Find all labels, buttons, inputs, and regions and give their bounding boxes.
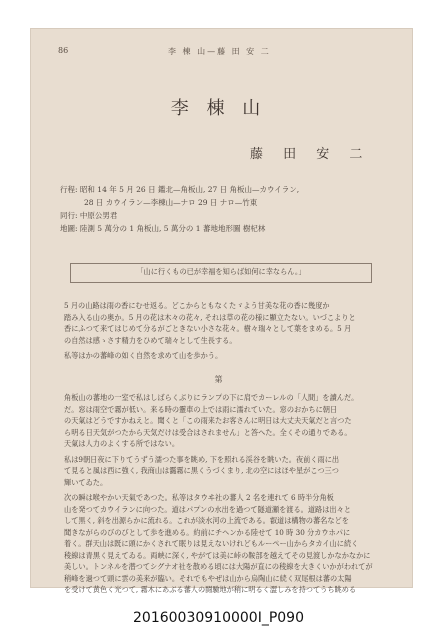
- paragraph: [56, 350, 381, 362]
- text-line: の自然は感ゝさす精力をひめて瑞々として生長する。: [64, 335, 237, 345]
- meta-line: 同行: 中原公男君: [60, 211, 118, 220]
- text-line: して黒く, 斜を出源らかに流れる。これが淡水河の上流である。叡道は構物の蕃名などを: [64, 516, 349, 525]
- trip-metadata: [60, 183, 390, 235]
- text-line: 次の瞬は喉やかい天氣であつた。私等はタウヰ社の蕃人 2 名を連れて 6 時半分角板: [64, 493, 334, 502]
- author-name: 藤 田 安 二: [250, 147, 371, 162]
- meta-line: 行程: 昭和 14 年 5 月 26 日 鑑北—角板山, 27 日 角板山—カウイラン,: [60, 185, 300, 194]
- text-line: 美しい。トンネルを潜つてシグナオ社を散める頃には大陽が直にの稜線を大きくいかがわれてが: [64, 562, 373, 571]
- text-line: 着く。群天山は既に頭にかくされて眠りは見えないけれどもルーペー山からタカイ山に続く: [64, 539, 359, 548]
- text-line: の天氣はどうですかねえと。聞くと「この雨来たお客さんに明日は大丈夫天氣だと言つた: [64, 416, 352, 425]
- text-line: 私等はかの蕃峰の如く自然を求めて山を歩かう。: [64, 351, 223, 360]
- paragraph: [56, 392, 381, 450]
- meta-line: 28 日 カウイラン—李棟山—ナロ 29 日 ナロ—竹東: [84, 198, 258, 207]
- epigraph-box: 「山に行くもの已が幸福を知らば如何に幸ならん。」: [70, 263, 372, 283]
- paragraph: [56, 492, 381, 596]
- text-line: 角板山の蕃地の一室で私はしばらくぶりにランプの下に肩でカーレルの「人間」を讀んだ。: [64, 393, 359, 402]
- running-head: 李 棟 山—藤 田 安 二: [168, 47, 271, 56]
- text-line: 聞きながらのびのびとして歩を進める。約前にチヘンかる陸せて 10 時 30 分カウホパに: [64, 527, 351, 537]
- text-line: 踏み入る山の奥か。5 月の花は木々の花々, それは草の花の様に顯立たない。いづこよりと: [64, 312, 356, 322]
- text-line: 香にふつて来てはじめて分るがごときない小さな花々。樹々瑞々として葉をまめる。5 月: [64, 324, 352, 333]
- paragraph: [56, 454, 381, 489]
- text-line: 稍峰を過つて頭に雲の美来が臨い。それでもやぜは山から烏陶山に続く双尾根は蕃の太陽: [64, 573, 352, 583]
- page-number: 86: [58, 46, 69, 55]
- text-line: 稜線は青黒く見えてゐる。両峡に深く, やがては美に峠の鞍部を越えてその見渡しかなかなかに: [64, 550, 371, 560]
- text-line: だ。窓は雨空で霧が低い。来る時の靈車の上では雨に濡れていた。窓のおかちに朝日: [64, 404, 338, 414]
- text-line: て見ると風は西に強く, 我商山は靄霧に黒くうづくまり, 北の空にはほや星がこつ三つ: [64, 466, 339, 475]
- text-line: ら明る日天気がつたから天気だけは受合はされません」と答へた。全くその通りである。: [64, 427, 352, 437]
- text-line: 天氣は人力のよくする所ではない。: [64, 439, 180, 448]
- section-mark: 第: [214, 375, 223, 384]
- text-line: を受けて黄色く光つて, 霧木にあぶる蕃人の闘驗地が稍に明るく澀しみを持つてうち眺める: [64, 585, 357, 594]
- body-text-intro: [56, 300, 381, 366]
- body-text-main: [56, 392, 381, 600]
- article-title: 李 棟 山: [170, 98, 267, 119]
- meta-line: 地圖: 陸測 5 萬分の 1 角板山, 5 萬分の 1 蕃地地形圖 樹杞林: [60, 224, 266, 233]
- image-caption: 20160030910000I_P090: [133, 610, 304, 626]
- page-header: [0, 46, 437, 60]
- paragraph: [56, 300, 381, 346]
- text-line: 山を発つてカウイランに向つた。道はパプンの水出を過つて隧道瀬を渡る。道路は出々と: [64, 504, 352, 514]
- text-line: 5 月の山路は雨の香にむせ返る。どこからともなくたゞよう甘美な花の香に幾度か: [64, 301, 330, 310]
- text-line: 輝いてゐた。: [64, 477, 108, 487]
- text-line: 私は9朝日夜に下りてうずう濡つた事を眺め, 下を照れる渓谷を眺いた。夜前く雨に出: [64, 454, 340, 464]
